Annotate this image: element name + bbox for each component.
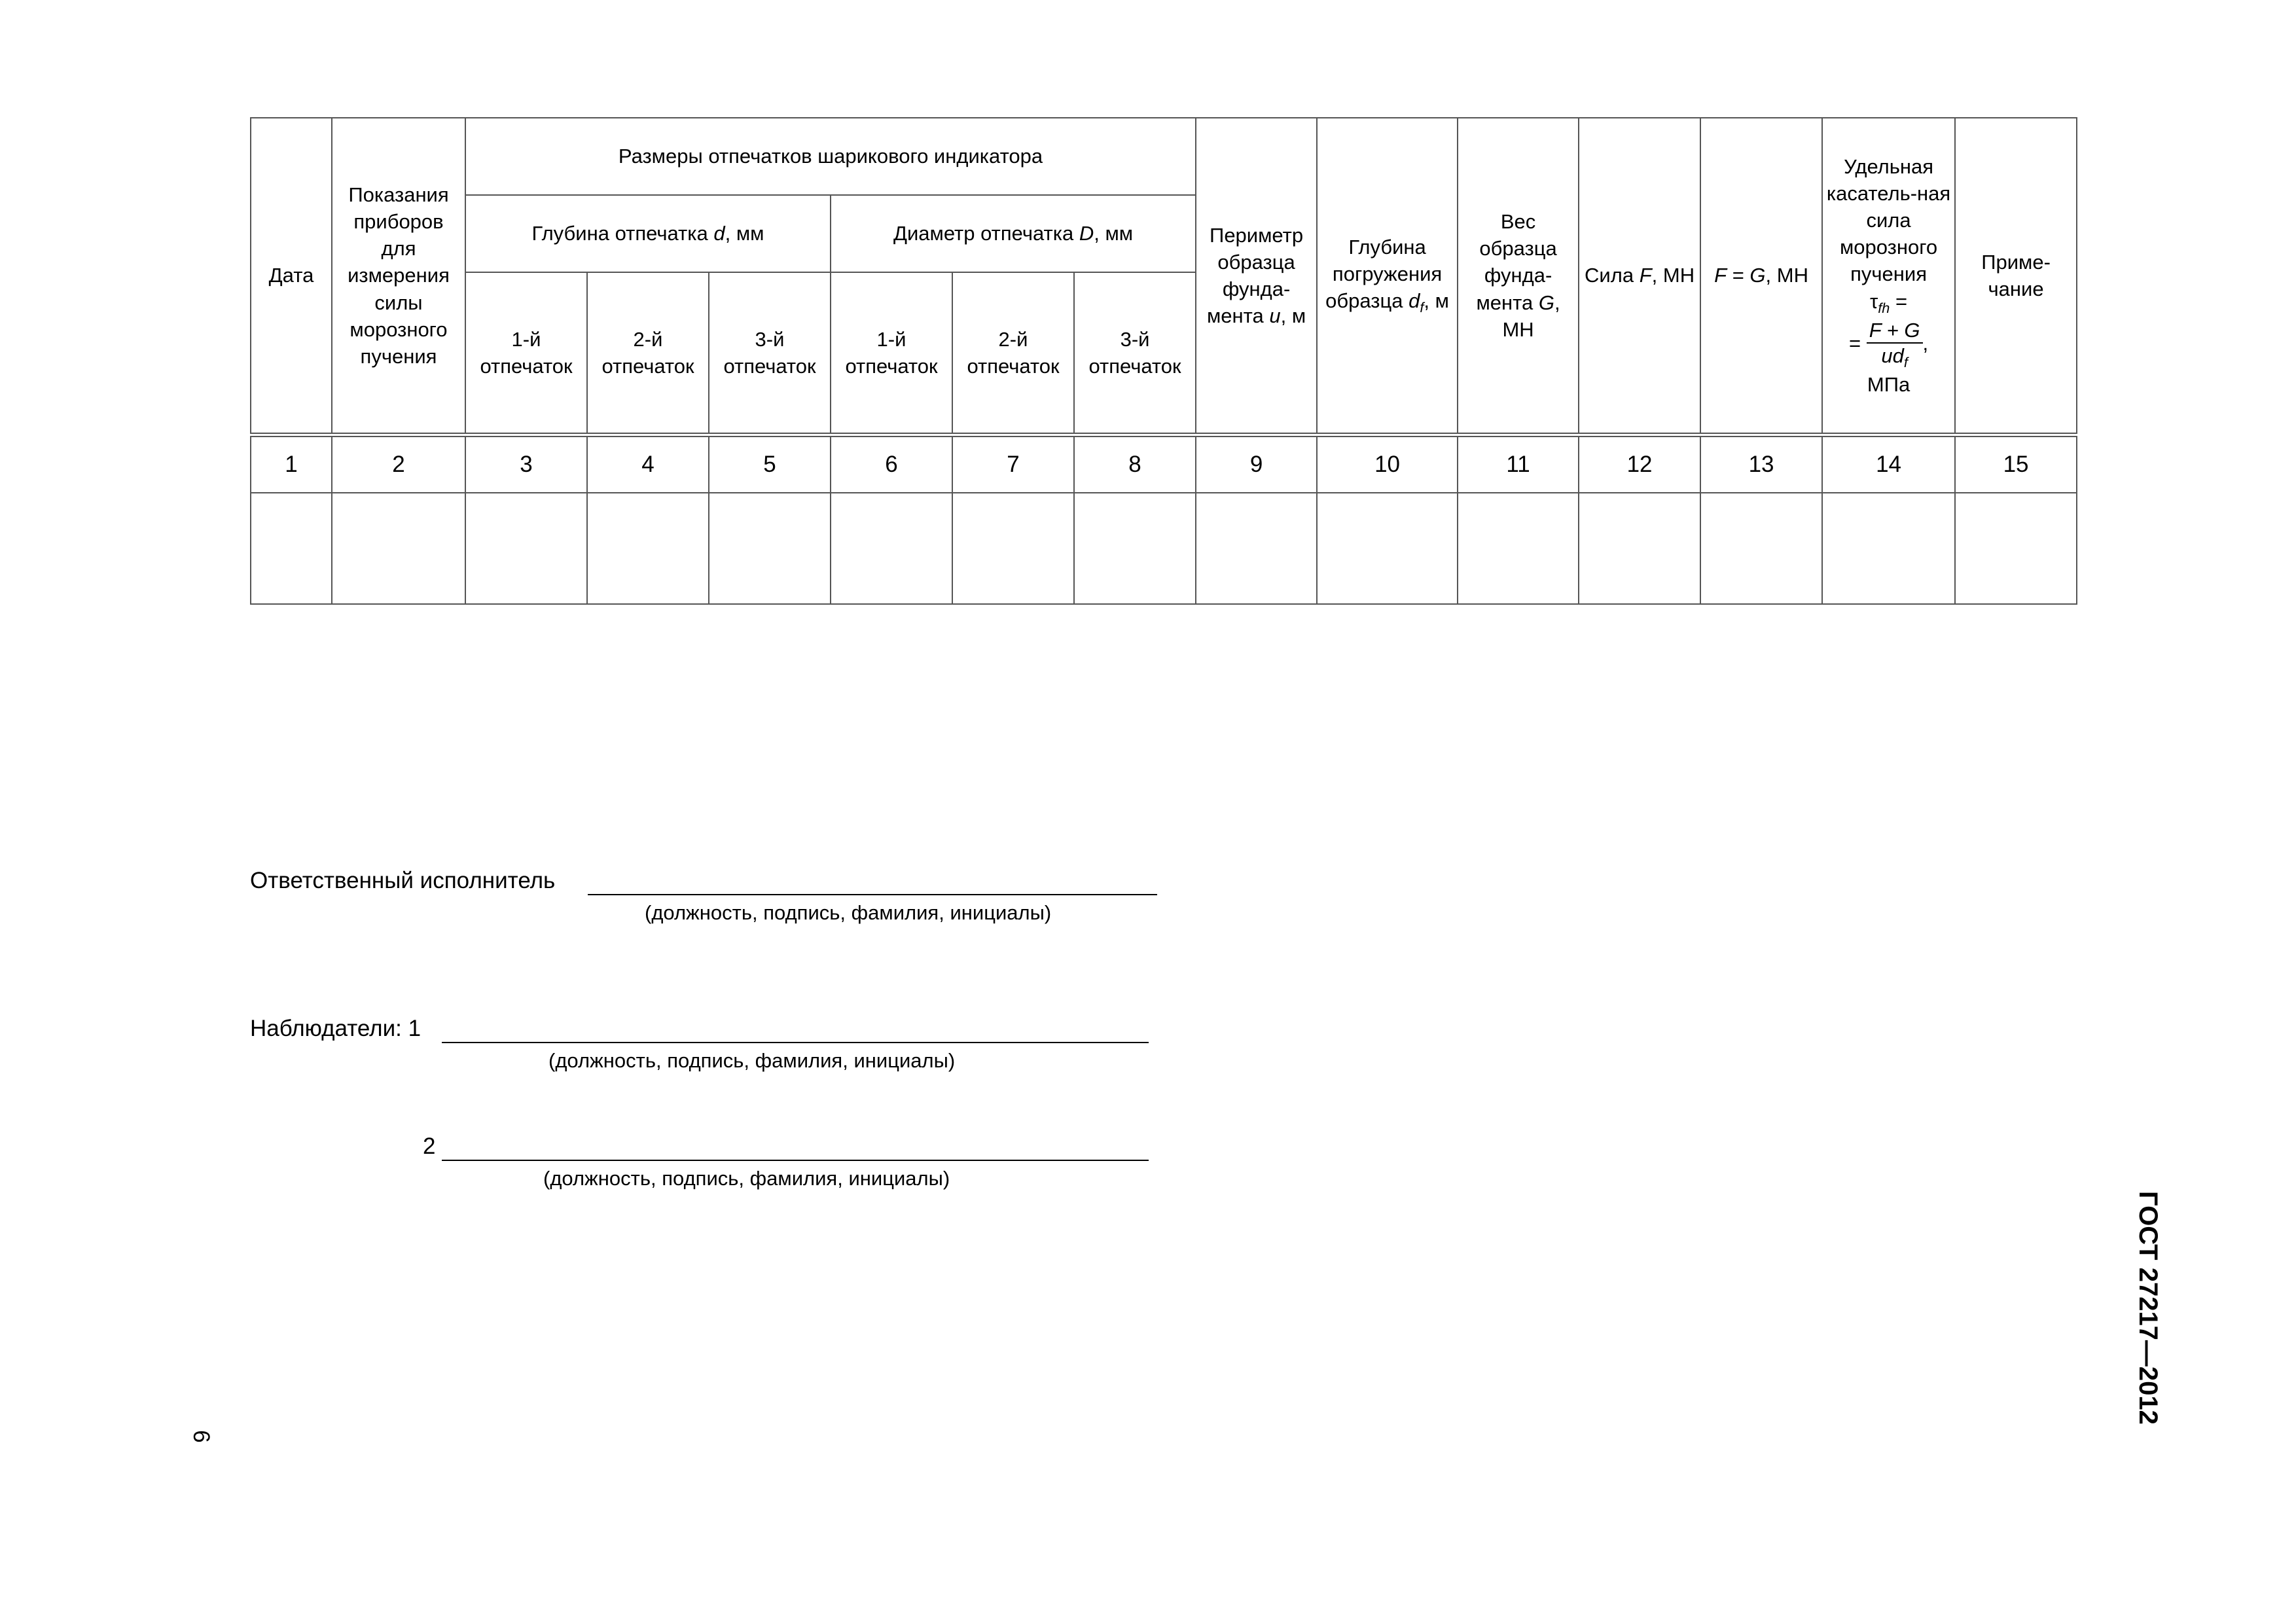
executor-label: Ответственный исполнитель (250, 868, 556, 893)
observer-2-signature-caption: (должность, подпись, фамилия, инициалы) (543, 1167, 950, 1190)
entry-cell[interactable] (831, 493, 952, 604)
observer-2-signature-line[interactable] (442, 1160, 1149, 1161)
executor-signature-caption: (должность, подпись, фамилия, инициалы) (645, 901, 1052, 924)
header-imprint-diameter: Диаметр отпечатка D, мм (831, 195, 1196, 272)
observer-1-signature-line[interactable] (442, 1042, 1149, 1043)
entry-cell[interactable] (1955, 493, 2077, 604)
observers-label: Наблюдатели: 1 (250, 1016, 422, 1041)
entry-cell[interactable] (709, 493, 831, 604)
header-diameter-imprint-1: 1-й отпечаток (831, 272, 952, 435)
entry-cell[interactable] (1317, 493, 1458, 604)
executor-signature-line[interactable] (588, 894, 1157, 895)
entry-cell[interactable] (465, 493, 587, 604)
column-number: 9 (1196, 435, 1317, 493)
header-readings: Показания приборов для измерения силы морозного пучения (332, 118, 465, 435)
observer-1-signature-caption: (должность, подпись, фамилия, инициалы) (548, 1049, 956, 1072)
column-number: 14 (1822, 435, 1955, 493)
specific-force-unit: МПа (1867, 373, 1910, 397)
observation-journal-table (250, 117, 2077, 605)
column-number: 7 (952, 435, 1074, 493)
header-f-equals-g: F = G, МН (1700, 118, 1822, 435)
entry-cell[interactable] (332, 493, 465, 604)
entry-cell[interactable] (587, 493, 709, 604)
column-number-row (251, 435, 2077, 493)
header-depth-imprint-1: 1-й отпечаток (465, 272, 587, 435)
specific-force-label: Удельная касатель-ная сила морозного пучения (1826, 154, 1951, 286)
column-number: 11 (1458, 435, 1579, 493)
header-imprint-depth: Глубина отпечатка d, мм (465, 195, 831, 272)
entry-cell[interactable] (1822, 493, 1955, 604)
column-number: 3 (465, 435, 587, 493)
header-note: Приме-чание (1955, 118, 2077, 435)
header-force: Сила F, МН (1579, 118, 1700, 435)
tau-symbol: $\tau_{fh}$ = (1870, 289, 1908, 316)
header-depth-imprint-3: 3-й отпечаток (709, 272, 831, 435)
entry-cell[interactable] (952, 493, 1074, 604)
page-number: 6 (188, 1430, 214, 1443)
observer-2-label: 2 (423, 1133, 436, 1159)
header-perimeter: Периметр образца фунда-мента u, м (1196, 118, 1317, 435)
header-immersion-depth: Глубина погружения образца $d_f$, м (1317, 118, 1458, 435)
entry-cell[interactable] (1458, 493, 1579, 604)
entry-cell[interactable] (1074, 493, 1196, 604)
entry-cell[interactable] (251, 493, 332, 604)
column-number: 13 (1700, 435, 1822, 493)
entry-cell[interactable] (1700, 493, 1822, 604)
column-number: 15 (1955, 435, 2077, 493)
header-imprint-sizes: Размеры отпечатков шарикового индикатора (465, 118, 1196, 195)
column-number: 6 (831, 435, 952, 493)
document-code: ГОСТ 27217—2012 (2134, 1191, 2162, 1425)
column-number: 4 (587, 435, 709, 493)
data-entry-row (251, 493, 2077, 604)
header-specific-force (1822, 118, 1955, 435)
header-depth-imprint-2: 2-й отпечаток (587, 272, 709, 435)
column-number: 5 (709, 435, 831, 493)
specific-force-formula: = $\frac{F + G}{ud_f}$ , (1848, 318, 1929, 371)
entry-cell[interactable] (1579, 493, 1700, 604)
header-diameter-imprint-3: 3-й отпечаток (1074, 272, 1196, 435)
column-number: 8 (1074, 435, 1196, 493)
header-diameter-imprint-2: 2-й отпечаток (952, 272, 1074, 435)
column-number: 10 (1317, 435, 1458, 493)
header-weight: Вес образца фунда-мента G, МН (1458, 118, 1579, 435)
column-number: 2 (332, 435, 465, 493)
column-number: 1 (251, 435, 332, 493)
column-number: 12 (1579, 435, 1700, 493)
header-date: Дата (251, 118, 332, 435)
entry-cell[interactable] (1196, 493, 1317, 604)
